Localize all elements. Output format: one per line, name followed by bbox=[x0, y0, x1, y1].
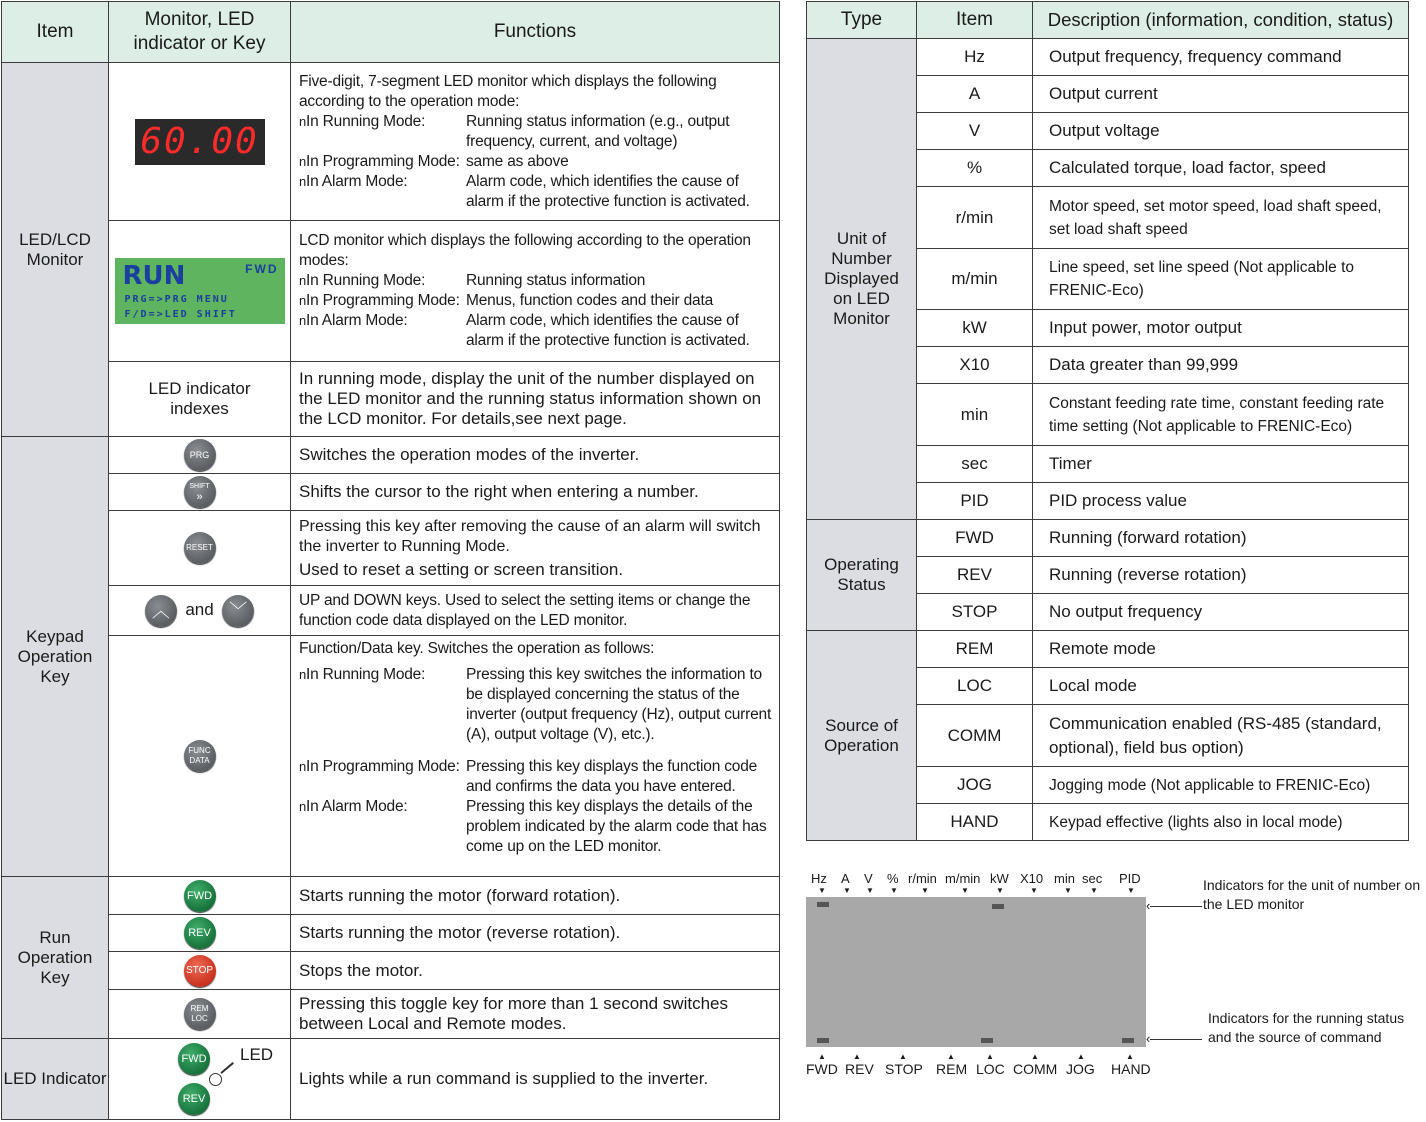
up-down-keys-cell: ︿ and ﹀ bbox=[109, 586, 291, 636]
header-monitor: Monitor, LED indicator or Key bbox=[109, 2, 291, 63]
indicator-label-fwd: FWD bbox=[806, 1061, 838, 1077]
led-pointer-line bbox=[220, 1062, 233, 1073]
indicator-label-comm: COMM bbox=[1013, 1061, 1058, 1077]
callout-arrow-icon: ‹ bbox=[1146, 1031, 1151, 1046]
desc-cell: Output voltage bbox=[1033, 113, 1409, 150]
note-status-indicators: Indicators for the running status and the source of command bbox=[1208, 1010, 1405, 1045]
item-cell: m/min bbox=[917, 249, 1033, 310]
fwd-key[interactable]: FWD bbox=[184, 880, 216, 912]
up-arrow-icon: ▲ bbox=[899, 1052, 907, 1061]
desc-cell: Keypad effective (lights also in local mode) bbox=[1033, 804, 1409, 841]
indicator-label-x10: X10 bbox=[1020, 871, 1044, 886]
desc-cell: Constant feeding rate time, constant feeding rate time setting (Not applicable to FRENIC-Eco) bbox=[1033, 384, 1409, 446]
indicator-label-rem: REM bbox=[936, 1061, 968, 1077]
stop-key-function: Stops the motor. bbox=[291, 952, 780, 990]
fwd-key-function: Starts running the motor (forward rotation). bbox=[291, 877, 780, 915]
desc-cell: Timer bbox=[1033, 446, 1409, 483]
desc-cell: Line speed, set line speed (Not applicable to FRENIC-Eco) bbox=[1033, 249, 1409, 310]
item-cell: REV bbox=[917, 557, 1033, 594]
desc-cell: Calculated torque, load factor, speed bbox=[1033, 150, 1409, 187]
chevron-up-icon: ︿ bbox=[151, 600, 170, 621]
up-arrow-icon: ▲ bbox=[1031, 1052, 1039, 1061]
desc-cell: Running (forward rotation) bbox=[1033, 520, 1409, 557]
down-key[interactable] bbox=[222, 595, 254, 627]
down-arrow-icon: ▼ bbox=[921, 886, 929, 895]
up-arrow-icon: ▲ bbox=[947, 1052, 955, 1061]
group-run-operation-key: Run Operation Key bbox=[2, 877, 109, 1039]
item-cell: V bbox=[917, 113, 1033, 150]
item-cell: Hz bbox=[917, 39, 1033, 76]
callout-line-bottom bbox=[1150, 1039, 1202, 1040]
lcd-monitor-cell bbox=[109, 221, 291, 362]
reset-key[interactable]: RESET bbox=[184, 532, 216, 564]
seven-segment-display: 60.00 bbox=[135, 119, 265, 165]
func-data-key-function: Function/Data key. Switches the operation as follows: nIn Running Mode: Pressing this key switches the information to be displayed concerning the status of the inverter (output frequency (Hz), output current (A), output voltage (V), etc.). nIn Programming Mode: Pressing this key displays the function code and confirms the data you have entered. nIn Alarm Mode: Pressing this key displays the details of the problem indicated by the alarm code that has come up on the LED monitor. bbox=[291, 636, 780, 877]
down-arrow-icon: ▼ bbox=[843, 886, 851, 895]
indicator-table bbox=[806, 1, 1409, 841]
indicator-label-jog: JOG bbox=[1066, 1061, 1095, 1077]
item-cell: HAND bbox=[917, 804, 1033, 841]
indicator-lamp bbox=[817, 1038, 829, 1043]
indicator-label-v: V bbox=[864, 871, 873, 886]
double-chevron-icon: » bbox=[196, 491, 203, 503]
indicator-label-m-min: m/min bbox=[945, 871, 981, 886]
down-arrow-icon: ▼ bbox=[818, 886, 826, 895]
led-indicator-indexes-label: LED indicator indexes bbox=[109, 362, 291, 437]
desc-cell: PID process value bbox=[1033, 483, 1409, 520]
item-cell: sec bbox=[917, 446, 1033, 483]
item-cell: JOG bbox=[917, 767, 1033, 804]
down-arrow-icon: ▼ bbox=[866, 886, 874, 895]
group-led-indicator: LED Indicator bbox=[2, 1039, 109, 1120]
down-arrow-icon: ▼ bbox=[996, 886, 1004, 895]
item-cell: PID bbox=[917, 483, 1033, 520]
lcd-monitor-functions: LCD monitor which displays the following according to the operation modes: nIn Running Mode: Running status information nIn Programming Mode: Menus, function codes and their data nIn Alarm Mode: Alarm code, which identifies the cause of alarm if the protective function is activated. bbox=[291, 221, 780, 362]
header-type: Type bbox=[807, 2, 917, 39]
desc-cell: Communication enabled (RS-485 (standard, optional), field bus option) bbox=[1033, 705, 1409, 767]
indicator-label-r-min: r/min bbox=[908, 871, 937, 886]
rem-loc-key-function: Pressing this toggle key for more than 1 second switches between Local and Remote modes. bbox=[291, 990, 780, 1039]
indicator-lamp bbox=[817, 902, 829, 907]
indicator-label-loc: LOC bbox=[976, 1061, 1005, 1077]
item-cell: STOP bbox=[917, 594, 1033, 631]
desc-cell: Jogging mode (Not applicable to FRENIC-Eco) bbox=[1033, 767, 1409, 804]
down-arrow-icon: ▼ bbox=[1090, 886, 1098, 895]
down-arrow-icon: ▼ bbox=[1030, 886, 1038, 895]
header-item: Item bbox=[2, 2, 109, 63]
indicator-label-percent: % bbox=[887, 871, 899, 886]
up-arrow-icon: ▲ bbox=[1126, 1052, 1134, 1061]
up-down-keys-function: UP and DOWN keys. Used to select the setting items or change the function code data displayed on the LED monitor. bbox=[291, 586, 780, 636]
stop-key[interactable]: STOP bbox=[184, 955, 216, 987]
group-keypad-operation-key: Keypad Operation Key bbox=[2, 437, 109, 877]
callout-arrow-icon: ‹ bbox=[1146, 898, 1151, 913]
prg-key-function: Switches the operation modes of the inverter. bbox=[291, 437, 780, 474]
down-arrow-icon: ▼ bbox=[1064, 886, 1072, 895]
desc-cell: Data greater than 99,999 bbox=[1033, 347, 1409, 384]
led-indicator-function: Lights while a run command is supplied to the inverter. bbox=[291, 1039, 780, 1120]
down-arrow-icon: ▼ bbox=[961, 886, 969, 895]
indicator-label-a: A bbox=[841, 871, 850, 886]
rev-key-function: Starts running the motor (reverse rotation). bbox=[291, 915, 780, 952]
item-cell: REM bbox=[917, 631, 1033, 668]
down-arrow-icon: ▼ bbox=[1127, 886, 1135, 895]
item-cell: kW bbox=[917, 310, 1033, 347]
desc-cell: Output current bbox=[1033, 76, 1409, 113]
header-item: Item bbox=[917, 2, 1033, 39]
group-unit-of-number: Unit of Number Displayed on LED Monitor bbox=[807, 39, 917, 520]
up-key[interactable] bbox=[145, 595, 177, 627]
rev-led-key: REV bbox=[178, 1083, 210, 1115]
func-data-key[interactable]: FUNC DATA bbox=[184, 740, 216, 772]
item-cell: r/min bbox=[917, 187, 1033, 249]
item-cell: FWD bbox=[917, 520, 1033, 557]
callout-line-top bbox=[1150, 906, 1202, 907]
indicator-label-stop: STOP bbox=[885, 1061, 923, 1077]
down-arrow-icon: ▼ bbox=[890, 886, 898, 895]
desc-cell: Remote mode bbox=[1033, 631, 1409, 668]
indicator-label-hz: Hz bbox=[811, 871, 827, 886]
desc-cell: Running (reverse rotation) bbox=[1033, 557, 1409, 594]
led-label: LED bbox=[240, 1045, 274, 1064]
prg-key[interactable]: PRG bbox=[184, 439, 216, 471]
desc-cell: No output frequency bbox=[1033, 594, 1409, 631]
group-operating-status: Operating Status bbox=[807, 520, 917, 631]
indicator-label-min: min bbox=[1054, 871, 1075, 886]
led-indicator-cell bbox=[109, 1039, 291, 1120]
item-cell: LOC bbox=[917, 668, 1033, 705]
led-monitor-cell bbox=[109, 63, 291, 221]
header-functions: Functions bbox=[291, 2, 780, 63]
led-lamp-icon bbox=[209, 1073, 222, 1086]
fwd-led-key: FWD bbox=[178, 1043, 210, 1075]
indicator-lamp bbox=[981, 1038, 993, 1043]
shift-key[interactable]: SHIFT » bbox=[184, 476, 216, 508]
header-description: Description (information, condition, status) bbox=[1033, 2, 1409, 39]
led-indicator-indexes-function: In running mode, display the unit of the number displayed on the LED monitor and the running status information shown on the LCD monitor. For details,see next page. bbox=[291, 362, 780, 437]
desc-cell: Input power, motor output bbox=[1033, 310, 1409, 347]
desc-cell: Output frequency, frequency command bbox=[1033, 39, 1409, 76]
item-cell: min bbox=[917, 384, 1033, 446]
indicator-label-pid: PID bbox=[1119, 871, 1141, 886]
indicator-lamp bbox=[992, 904, 1004, 909]
indicator-label-rev: REV bbox=[845, 1061, 874, 1077]
functions-table bbox=[1, 1, 780, 1120]
reset-key-function: Pressing this key after removing the cause of an alarm will switch the inverter to Running Mode. Used to reset a setting or screen transition. bbox=[291, 511, 780, 586]
indicator-label-hand: HAND bbox=[1111, 1061, 1151, 1077]
note-unit-indicators: Indicators for the unit of number on the LED monitor bbox=[1203, 877, 1421, 912]
up-arrow-icon: ▲ bbox=[986, 1052, 994, 1061]
group-led-lcd-monitor: LED/LCD Monitor bbox=[2, 63, 109, 437]
item-cell: X10 bbox=[917, 347, 1033, 384]
chevron-down-icon: ﹀ bbox=[229, 600, 248, 621]
shift-key-function: Shifts the cursor to the right when entering a number. bbox=[291, 474, 780, 511]
rev-key[interactable]: REV bbox=[184, 917, 216, 949]
desc-cell: Local mode bbox=[1033, 668, 1409, 705]
led-monitor-functions: Five-digit, 7-segment LED monitor which displays the following according to the operation mode: nIn Running Mode: Running status information (e.g., output frequency, current, and voltage) nIn Programming Mode: same as above nIn Alarm Mode: Alarm code, which identifies the cause of alarm if the protective function is activated. bbox=[291, 63, 780, 221]
item-cell: % bbox=[917, 150, 1033, 187]
rem-loc-key[interactable]: REM LOC bbox=[184, 998, 216, 1030]
item-cell: COMM bbox=[917, 705, 1033, 767]
item-cell: A bbox=[917, 76, 1033, 113]
up-arrow-icon: ▲ bbox=[853, 1052, 861, 1061]
up-arrow-icon: ▲ bbox=[1077, 1052, 1085, 1061]
desc-cell: Motor speed, set motor speed, load shaft speed, set load shaft speed bbox=[1033, 187, 1409, 249]
group-source-of-operation: Source of Operation bbox=[807, 631, 917, 841]
lcd-display: RUN FWD PRG=>PRG MENU F/D=>LED SHIFT bbox=[115, 258, 285, 324]
led-monitor-panel bbox=[806, 897, 1146, 1047]
indicator-label-sec: sec bbox=[1082, 871, 1103, 886]
up-arrow-icon: ▲ bbox=[818, 1052, 826, 1061]
indicator-label-kw: kW bbox=[990, 871, 1009, 886]
indicator-lamp bbox=[1122, 1038, 1134, 1043]
